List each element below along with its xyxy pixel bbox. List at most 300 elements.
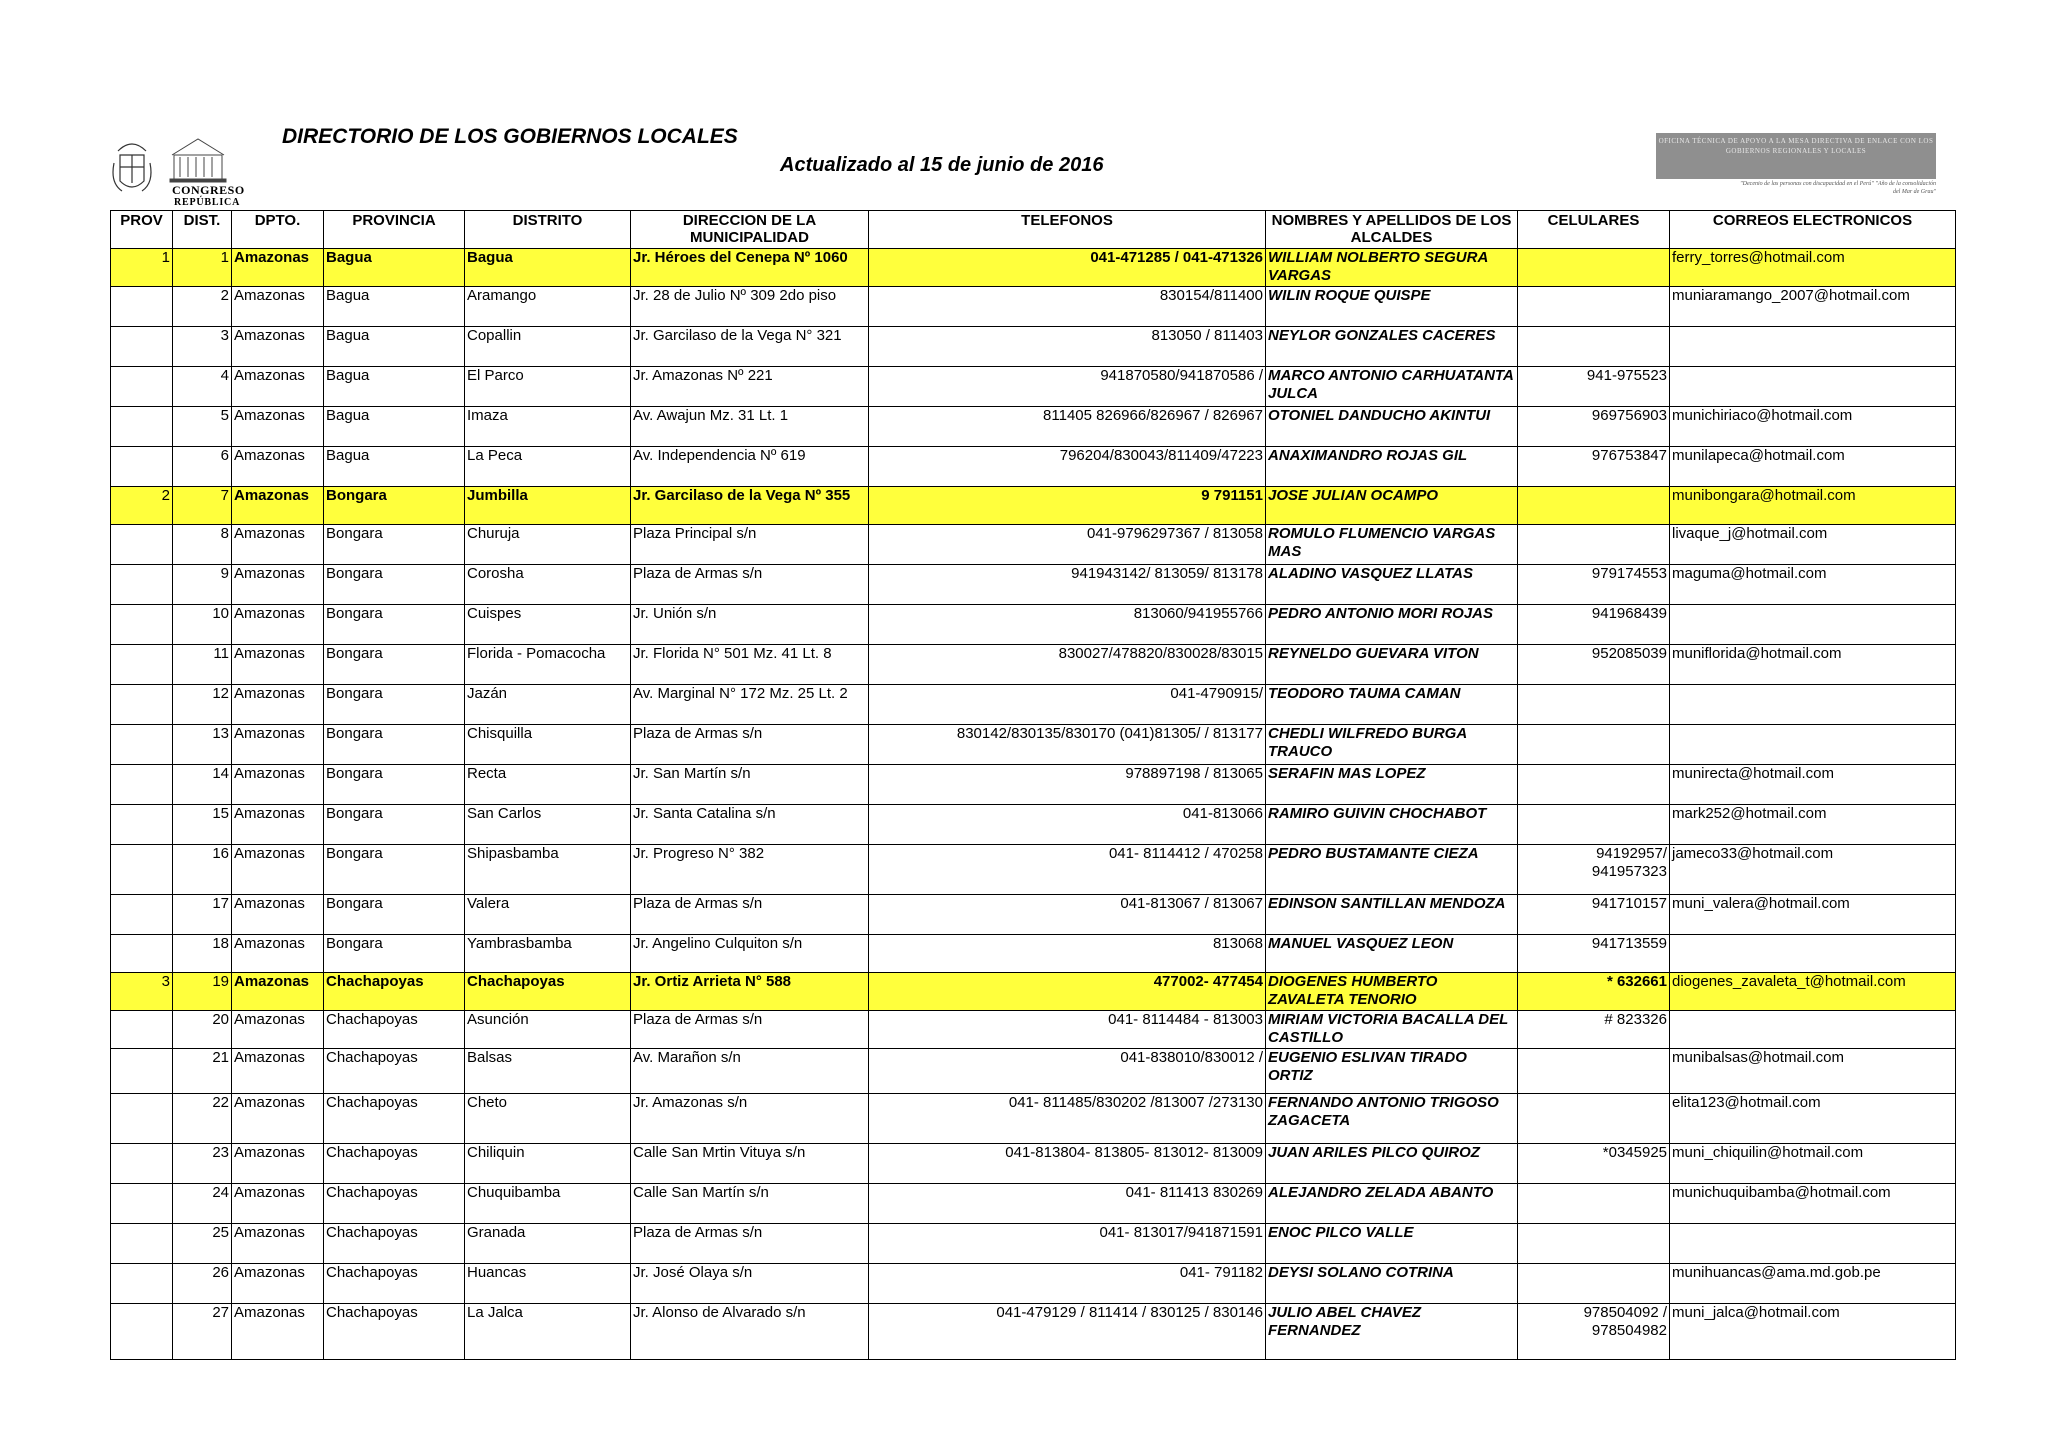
table-row xyxy=(111,1144,1956,1184)
cell-direccion: Plaza de Armas s/n xyxy=(631,565,869,605)
cell-correo[interactable]: livaque_j@hotmail.com xyxy=(1670,525,1956,565)
cell-distrito: Granada xyxy=(465,1224,631,1264)
cell-distrito: Aramango xyxy=(465,287,631,327)
col-header-dpto: DPTO. xyxy=(232,211,324,249)
cell-celulares xyxy=(1518,1094,1670,1144)
cell-prov xyxy=(111,1264,173,1304)
cell-telefonos: 811405 826966/826967 / 826967 xyxy=(869,407,1266,447)
cell-celulares xyxy=(1518,487,1670,525)
cell-alcalde: WILIN ROQUE QUISPE xyxy=(1266,287,1518,327)
cell-provincia: Chachapoyas xyxy=(324,1224,465,1264)
cell-telefonos: 041- 811413 830269 xyxy=(869,1184,1266,1224)
cell-celulares xyxy=(1518,1049,1670,1094)
cell-dpto: Amazonas xyxy=(232,605,324,645)
cell-alcalde: EUGENIO ESLIVAN TIRADO ORTIZ xyxy=(1266,1049,1518,1094)
cell-alcalde: PEDRO BUSTAMANTE CIEZA xyxy=(1266,845,1518,895)
table-row xyxy=(111,1184,1956,1224)
cell-provincia: Bongara xyxy=(324,845,465,895)
cell-prov xyxy=(111,605,173,645)
cell-correo[interactable]: elita123@hotmail.com xyxy=(1670,1094,1956,1144)
cell-alcalde: TEODORO TAUMA CAMAN xyxy=(1266,685,1518,725)
cell-alcalde: MANUEL VASQUEZ LEON xyxy=(1266,935,1518,973)
cell-direccion: Plaza de Armas s/n xyxy=(631,725,869,765)
cell-telefonos: 041- 813017/941871591 xyxy=(869,1224,1266,1264)
cell-distrito: Churuja xyxy=(465,525,631,565)
cell-correo xyxy=(1670,327,1956,367)
cell-correo[interactable]: munichuquibamba@hotmail.com xyxy=(1670,1184,1956,1224)
cell-direccion: Jr. Angelino Culquiton s/n xyxy=(631,935,869,973)
cell-prov: 2 xyxy=(111,487,173,525)
cell-prov xyxy=(111,1094,173,1144)
cell-correo[interactable]: muni_jalca@hotmail.com xyxy=(1670,1304,1956,1360)
cell-dpto: Amazonas xyxy=(232,1264,324,1304)
cell-dpto: Amazonas xyxy=(232,685,324,725)
cell-alcalde: ENOC PILCO VALLE xyxy=(1266,1224,1518,1264)
cell-celulares: 976753847 xyxy=(1518,447,1670,487)
table-row xyxy=(111,1304,1956,1360)
cell-telefonos: 041- 811485/830202 /813007 /273130 xyxy=(869,1094,1266,1144)
cell-distrito: Corosha xyxy=(465,565,631,605)
cell-alcalde: FERNANDO ANTONIO TRIGOSO ZAGACETA xyxy=(1266,1094,1518,1144)
cell-dpto: Amazonas xyxy=(232,327,324,367)
cell-direccion: Plaza de Armas s/n xyxy=(631,895,869,935)
cell-direccion: Jr. Florida N° 501 Mz. 41 Lt. 8 xyxy=(631,645,869,685)
cell-direccion: Av. Independencia Nº 619 xyxy=(631,447,869,487)
cell-provincia: Chachapoyas xyxy=(324,1304,465,1360)
cell-prov xyxy=(111,895,173,935)
cell-dist: 6 xyxy=(173,447,232,487)
cell-celulares: 969756903 xyxy=(1518,407,1670,447)
table-row xyxy=(111,249,1956,287)
congreso-label: CONGRESO xyxy=(172,183,245,197)
cell-correo[interactable]: mark252@hotmail.com xyxy=(1670,805,1956,845)
cell-direccion: Jr. Ortiz Arrieta N° 588 xyxy=(631,973,869,1011)
table-row xyxy=(111,1011,1956,1049)
cell-dist: 5 xyxy=(173,407,232,447)
table-row xyxy=(111,1094,1956,1144)
cell-provincia: Bongara xyxy=(324,487,465,525)
table-row xyxy=(111,327,1956,367)
cell-provincia: Bongara xyxy=(324,895,465,935)
cell-celulares xyxy=(1518,525,1670,565)
header-logos xyxy=(110,133,260,213)
cell-telefonos: 941943142/ 813059/ 813178 xyxy=(869,565,1266,605)
cell-alcalde: JUAN ARILES PILCO QUIROZ xyxy=(1266,1144,1518,1184)
table-row xyxy=(111,645,1956,685)
cell-telefonos: 813050 / 811403 xyxy=(869,327,1266,367)
cell-prov xyxy=(111,725,173,765)
cell-prov xyxy=(111,287,173,327)
cell-dpto: Amazonas xyxy=(232,565,324,605)
table-body xyxy=(111,249,1956,1360)
directory-table xyxy=(110,210,1956,1360)
cell-alcalde: EDINSON SANTILLAN MENDOZA xyxy=(1266,895,1518,935)
cell-correo[interactable]: muni_valera@hotmail.com xyxy=(1670,895,1956,935)
cell-provincia: Bagua xyxy=(324,327,465,367)
cell-celulares: 941710157 xyxy=(1518,895,1670,935)
cell-telefonos: 477002- 477454 xyxy=(869,973,1266,1011)
cell-alcalde: WILLIAM NOLBERTO SEGURA VARGAS xyxy=(1266,249,1518,287)
cell-alcalde: ANAXIMANDRO ROJAS GIL xyxy=(1266,447,1518,487)
cell-distrito: Shipasbamba xyxy=(465,845,631,895)
cell-correo xyxy=(1670,725,1956,765)
cell-celulares xyxy=(1518,1224,1670,1264)
cell-prov xyxy=(111,935,173,973)
cell-correo xyxy=(1670,1011,1956,1049)
cell-celulares: 941-975523 xyxy=(1518,367,1670,407)
cell-distrito: Imaza xyxy=(465,407,631,447)
table-row xyxy=(111,685,1956,725)
cell-direccion: Jr. 28 de Julio Nº 309 2do piso xyxy=(631,287,869,327)
col-header-distrito: DISTRITO xyxy=(465,211,631,249)
cell-dist: 21 xyxy=(173,1049,232,1094)
cell-dist: 19 xyxy=(173,973,232,1011)
cell-dpto: Amazonas xyxy=(232,765,324,805)
cell-prov xyxy=(111,1304,173,1360)
cell-correo[interactable]: ferry_torres@hotmail.com xyxy=(1670,249,1956,287)
cell-dist: 7 xyxy=(173,487,232,525)
cell-celulares xyxy=(1518,287,1670,327)
cell-dist: 27 xyxy=(173,1304,232,1360)
cell-provincia: Bongara xyxy=(324,685,465,725)
table-row xyxy=(111,1264,1956,1304)
cell-direccion: Jr. Amazonas s/n xyxy=(631,1094,869,1144)
cell-telefonos: 041-838010/830012 / xyxy=(869,1049,1266,1094)
table-row xyxy=(111,895,1956,935)
cell-dist: 11 xyxy=(173,645,232,685)
cell-telefonos: 041-479129 / 811414 / 830125 / 830146 xyxy=(869,1304,1266,1360)
cell-provincia: Bongara xyxy=(324,645,465,685)
cell-dist: 3 xyxy=(173,327,232,367)
cell-alcalde: ALADINO VASQUEZ LLATAS xyxy=(1266,565,1518,605)
cell-prov xyxy=(111,765,173,805)
cell-distrito: Jumbilla xyxy=(465,487,631,525)
cell-telefonos: 978897198 / 813065 xyxy=(869,765,1266,805)
cell-dpto: Amazonas xyxy=(232,1011,324,1049)
cell-prov xyxy=(111,525,173,565)
cell-correo[interactable]: munibongara@hotmail.com xyxy=(1670,487,1956,525)
table-row xyxy=(111,1049,1956,1094)
cell-provincia: Bongara xyxy=(324,525,465,565)
cell-correo[interactable]: munilapeca@hotmail.com xyxy=(1670,447,1956,487)
cell-provincia: Chachapoyas xyxy=(324,1011,465,1049)
cell-provincia: Chachapoyas xyxy=(324,1184,465,1224)
cell-dpto: Amazonas xyxy=(232,1049,324,1094)
table-row xyxy=(111,447,1956,487)
cell-dist: 20 xyxy=(173,1011,232,1049)
cell-dpto: Amazonas xyxy=(232,935,324,973)
col-header-direccion: DIRECCION DE LA MUNICIPALIDAD xyxy=(631,211,869,249)
cell-distrito: El Parco xyxy=(465,367,631,407)
cell-dpto: Amazonas xyxy=(232,1094,324,1144)
cell-provincia: Bongara xyxy=(324,605,465,645)
cell-prov xyxy=(111,1144,173,1184)
cell-distrito: Huancas xyxy=(465,1264,631,1304)
cell-celulares xyxy=(1518,725,1670,765)
cell-dpto: Amazonas xyxy=(232,287,324,327)
cell-distrito: Yambrasbamba xyxy=(465,935,631,973)
cell-distrito: La Jalca xyxy=(465,1304,631,1360)
cell-dpto: Amazonas xyxy=(232,645,324,685)
cell-correo[interactable]: munichiriaco@hotmail.com xyxy=(1670,407,1956,447)
cell-dpto: Amazonas xyxy=(232,249,324,287)
cell-prov xyxy=(111,1184,173,1224)
cell-direccion: Jr. Alonso de Alvarado s/n xyxy=(631,1304,869,1360)
cell-dpto: Amazonas xyxy=(232,487,324,525)
cell-distrito: Bagua xyxy=(465,249,631,287)
cell-dist: 22 xyxy=(173,1094,232,1144)
cell-distrito: Asunción xyxy=(465,1011,631,1049)
cell-correo[interactable]: maguma@hotmail.com xyxy=(1670,565,1956,605)
cell-direccion: Jr. Progreso N° 382 xyxy=(631,845,869,895)
col-header-prov: PROV xyxy=(111,211,173,249)
cell-direccion: Calle San Mrtin Vituya s/n xyxy=(631,1144,869,1184)
cell-correo[interactable]: muni_chiquilin@hotmail.com xyxy=(1670,1144,1956,1184)
cell-distrito: Chisquilla xyxy=(465,725,631,765)
cell-correo xyxy=(1670,367,1956,407)
table-row xyxy=(111,565,1956,605)
cell-prov xyxy=(111,685,173,725)
cell-direccion: Av. Awajun Mz. 31 Lt. 1 xyxy=(631,407,869,447)
cell-correo[interactable]: muniaramango_2007@hotmail.com xyxy=(1670,287,1956,327)
cell-telefonos: 830027/478820/830028/83015 xyxy=(869,645,1266,685)
cell-dist: 23 xyxy=(173,1144,232,1184)
cell-celulares: 941968439 xyxy=(1518,605,1670,645)
cell-distrito: Chachapoyas xyxy=(465,973,631,1011)
cell-correo xyxy=(1670,1224,1956,1264)
table-row xyxy=(111,407,1956,447)
table-header-row xyxy=(111,211,1956,249)
cell-prov xyxy=(111,367,173,407)
cell-dist: 17 xyxy=(173,895,232,935)
cell-telefonos: 813068 xyxy=(869,935,1266,973)
cell-telefonos: 041-813066 xyxy=(869,805,1266,845)
cell-dpto: Amazonas xyxy=(232,725,324,765)
cell-alcalde: MIRIAM VICTORIA BACALLA DEL CASTILLO xyxy=(1266,1011,1518,1049)
cell-direccion: Jr. José Olaya s/n xyxy=(631,1264,869,1304)
cell-distrito: San Carlos xyxy=(465,805,631,845)
table-row xyxy=(111,935,1956,973)
cell-provincia: Bongara xyxy=(324,765,465,805)
cell-correo xyxy=(1670,605,1956,645)
cell-dist: 10 xyxy=(173,605,232,645)
cell-telefonos: 941870580/941870586 / xyxy=(869,367,1266,407)
cell-distrito: Valera xyxy=(465,895,631,935)
cell-celulares: *0345925 xyxy=(1518,1144,1670,1184)
cell-correo[interactable]: jameco33@hotmail.com xyxy=(1670,845,1956,895)
cell-correo[interactable]: muniflorida@hotmail.com xyxy=(1670,645,1956,685)
cell-correo[interactable]: diogenes_zavaleta_t@hotmail.com xyxy=(1670,973,1956,1011)
col-header-telefonos: TELEFONOS xyxy=(869,211,1266,249)
cell-alcalde: SERAFIN MAS LOPEZ xyxy=(1266,765,1518,805)
cell-alcalde: DIOGENES HUMBERTO ZAVALETA TENORIO xyxy=(1266,973,1518,1011)
cell-dist: 24 xyxy=(173,1184,232,1224)
cell-alcalde: MARCO ANTONIO CARHUATANTA JULCA xyxy=(1266,367,1518,407)
cell-provincia: Chachapoyas xyxy=(324,1144,465,1184)
cell-telefonos: 041-813804- 813805- 813012- 813009 xyxy=(869,1144,1266,1184)
cell-telefonos: 041-9796297367 / 813058 xyxy=(869,525,1266,565)
col-header-alcaldes: NOMBRES Y APELLIDOS DE LOS ALCALDES xyxy=(1266,211,1518,249)
cell-alcalde: RAMIRO GUIVIN CHOCHABOT xyxy=(1266,805,1518,845)
cell-dpto: Amazonas xyxy=(232,845,324,895)
congreso-building-icon xyxy=(170,139,226,182)
cell-dist: 16 xyxy=(173,845,232,895)
cell-direccion: Jr. Unión s/n xyxy=(631,605,869,645)
cell-provincia: Bagua xyxy=(324,447,465,487)
table-row xyxy=(111,765,1956,805)
cell-dpto: Amazonas xyxy=(232,1144,324,1184)
cell-distrito: Florida - Pomacocha xyxy=(465,645,631,685)
cell-dpto: Amazonas xyxy=(232,407,324,447)
cell-alcalde: ALEJANDRO ZELADA ABANTO xyxy=(1266,1184,1518,1224)
cell-celulares: 978504092 / 978504982 xyxy=(1518,1304,1670,1360)
cell-alcalde: CHEDLI WILFREDO BURGA TRAUCO xyxy=(1266,725,1518,765)
cell-direccion: Jr. Amazonas Nº 221 xyxy=(631,367,869,407)
cell-dpto: Amazonas xyxy=(232,895,324,935)
cell-dpto: Amazonas xyxy=(232,367,324,407)
cell-direccion: Av. Marañon s/n xyxy=(631,1049,869,1094)
cell-correo[interactable]: munihuancas@ama.md.gob.pe xyxy=(1670,1264,1956,1304)
cell-direccion: Jr. Santa Catalina s/n xyxy=(631,805,869,845)
cell-celulares xyxy=(1518,685,1670,725)
cell-dpto: Amazonas xyxy=(232,1224,324,1264)
cell-distrito: Copallin xyxy=(465,327,631,367)
cell-alcalde: ROMULO FLUMENCIO VARGAS MAS xyxy=(1266,525,1518,565)
cell-distrito: Balsas xyxy=(465,1049,631,1094)
cell-direccion: Jr. Garcilaso de la Vega Nº 355 xyxy=(631,487,869,525)
cell-dpto: Amazonas xyxy=(232,1304,324,1360)
cell-dist: 1 xyxy=(173,249,232,287)
col-header-celulares: CELULARES xyxy=(1518,211,1670,249)
cell-direccion: Plaza de Armas s/n xyxy=(631,1224,869,1264)
table-row xyxy=(111,367,1956,407)
cell-provincia: Bagua xyxy=(324,287,465,327)
cell-telefonos: 9 791151 xyxy=(869,487,1266,525)
cell-dpto: Amazonas xyxy=(232,805,324,845)
cell-dist: 8 xyxy=(173,525,232,565)
cell-celulares xyxy=(1518,249,1670,287)
cell-distrito: Cuispes xyxy=(465,605,631,645)
table-row xyxy=(111,845,1956,895)
cell-prov xyxy=(111,447,173,487)
cell-telefonos: 830154/811400 xyxy=(869,287,1266,327)
cell-telefonos: 041-471285 / 041-471326 xyxy=(869,249,1266,287)
cell-distrito: La Peca xyxy=(465,447,631,487)
table-row xyxy=(111,525,1956,565)
cell-celulares: 952085039 xyxy=(1518,645,1670,685)
cell-direccion: Av. Marginal N° 172 Mz. 25 Lt. 2 xyxy=(631,685,869,725)
cell-celulares: # 823326 xyxy=(1518,1011,1670,1049)
cell-celulares xyxy=(1518,1184,1670,1224)
cell-telefonos: 041-4790915/ xyxy=(869,685,1266,725)
cell-direccion: Jr. Héroes del Cenepa Nº 1060 xyxy=(631,249,869,287)
cell-alcalde: REYNELDO GUEVARA VITON xyxy=(1266,645,1518,685)
office-logo-banner: OFICINA TÉCNICA DE APOYO A LA MESA DIRECTIVA DE ENLACE CON LOS GOBIERNOS REGIONALES Y LOCALES xyxy=(1656,133,1936,179)
cell-alcalde: OTONIEL DANDUCHO AKINTUI xyxy=(1266,407,1518,447)
table-row xyxy=(111,805,1956,845)
cell-prov xyxy=(111,1011,173,1049)
cell-direccion: Plaza de Armas s/n xyxy=(631,1011,869,1049)
cell-prov xyxy=(111,1224,173,1264)
cell-provincia: Bongara xyxy=(324,725,465,765)
table-row xyxy=(111,973,1956,1011)
cell-correo[interactable]: munibalsas@hotmail.com xyxy=(1670,1049,1956,1094)
cell-celulares xyxy=(1518,327,1670,367)
col-header-provincia: PROVINCIA xyxy=(324,211,465,249)
cell-dist: 15 xyxy=(173,805,232,845)
cell-dist: 14 xyxy=(173,765,232,805)
republica-label: REPÚBLICA xyxy=(174,197,241,208)
page-subtitle: Actualizado al 15 de junio de 2016 xyxy=(780,154,1104,176)
col-header-correos: CORREOS ELECTRONICOS xyxy=(1670,211,1956,249)
cell-telefonos: 041- 8114484 - 813003 xyxy=(869,1011,1266,1049)
cell-direccion: Jr. Garcilaso de la Vega N° 321 xyxy=(631,327,869,367)
cell-dist: 18 xyxy=(173,935,232,973)
cell-correo xyxy=(1670,685,1956,725)
cell-dpto: Amazonas xyxy=(232,447,324,487)
cell-prov xyxy=(111,407,173,447)
cell-telefonos: 041-813067 / 813067 xyxy=(869,895,1266,935)
cell-prov xyxy=(111,1049,173,1094)
cell-dist: 26 xyxy=(173,1264,232,1304)
cell-dpto: Amazonas xyxy=(232,525,324,565)
cell-distrito: Chuquibamba xyxy=(465,1184,631,1224)
cell-telefonos: 813060/941955766 xyxy=(869,605,1266,645)
cell-direccion: Calle San Martín s/n xyxy=(631,1184,869,1224)
cell-prov xyxy=(111,805,173,845)
cell-dpto: Amazonas xyxy=(232,973,324,1011)
cell-dpto: Amazonas xyxy=(232,1184,324,1224)
cell-distrito: Chiliquin xyxy=(465,1144,631,1184)
cell-telefonos: 830142/830135/830170 (041)81305/ / 813177 xyxy=(869,725,1266,765)
cell-celulares: 941713559 xyxy=(1518,935,1670,973)
table-row xyxy=(111,487,1956,525)
table-row xyxy=(111,287,1956,327)
cell-alcalde: JOSE JULIAN OCAMPO xyxy=(1266,487,1518,525)
cell-provincia: Chachapoyas xyxy=(324,973,465,1011)
cell-prov xyxy=(111,327,173,367)
cell-distrito: Recta xyxy=(465,765,631,805)
cell-provincia: Bagua xyxy=(324,367,465,407)
slogan-text: "Decenio de las personas con discapacidad en el Perú" "Año de la consolidación del Mar de Grau" xyxy=(1740,181,1936,195)
cell-provincia: Chachapoyas xyxy=(324,1094,465,1144)
cell-dist: 2 xyxy=(173,287,232,327)
cell-prov xyxy=(111,845,173,895)
cell-prov xyxy=(111,565,173,605)
col-header-dist: DIST. xyxy=(173,211,232,249)
cell-celulares: 94192957/ 941957323 xyxy=(1518,845,1670,895)
cell-dist: 9 xyxy=(173,565,232,605)
cell-distrito: Jazán xyxy=(465,685,631,725)
cell-provincia: Chachapoyas xyxy=(324,1049,465,1094)
cell-direccion: Plaza Principal s/n xyxy=(631,525,869,565)
cell-alcalde: PEDRO ANTONIO MORI ROJAS xyxy=(1266,605,1518,645)
cell-correo[interactable]: munirecta@hotmail.com xyxy=(1670,765,1956,805)
cell-provincia: Bongara xyxy=(324,565,465,605)
cell-provincia: Bagua xyxy=(324,407,465,447)
cell-alcalde: NEYLOR GONZALES CACERES xyxy=(1266,327,1518,367)
cell-prov: 1 xyxy=(111,249,173,287)
cell-prov xyxy=(111,645,173,685)
cell-celulares: * 632661 xyxy=(1518,973,1670,1011)
cell-alcalde: DEYSI SOLANO COTRINA xyxy=(1266,1264,1518,1304)
cell-prov: 3 xyxy=(111,973,173,1011)
cell-telefonos: 041- 791182 xyxy=(869,1264,1266,1304)
cell-celulares xyxy=(1518,1264,1670,1304)
cell-telefonos: 041- 8114412 / 470258 xyxy=(869,845,1266,895)
cell-celulares xyxy=(1518,765,1670,805)
cell-provincia: Bongara xyxy=(324,805,465,845)
